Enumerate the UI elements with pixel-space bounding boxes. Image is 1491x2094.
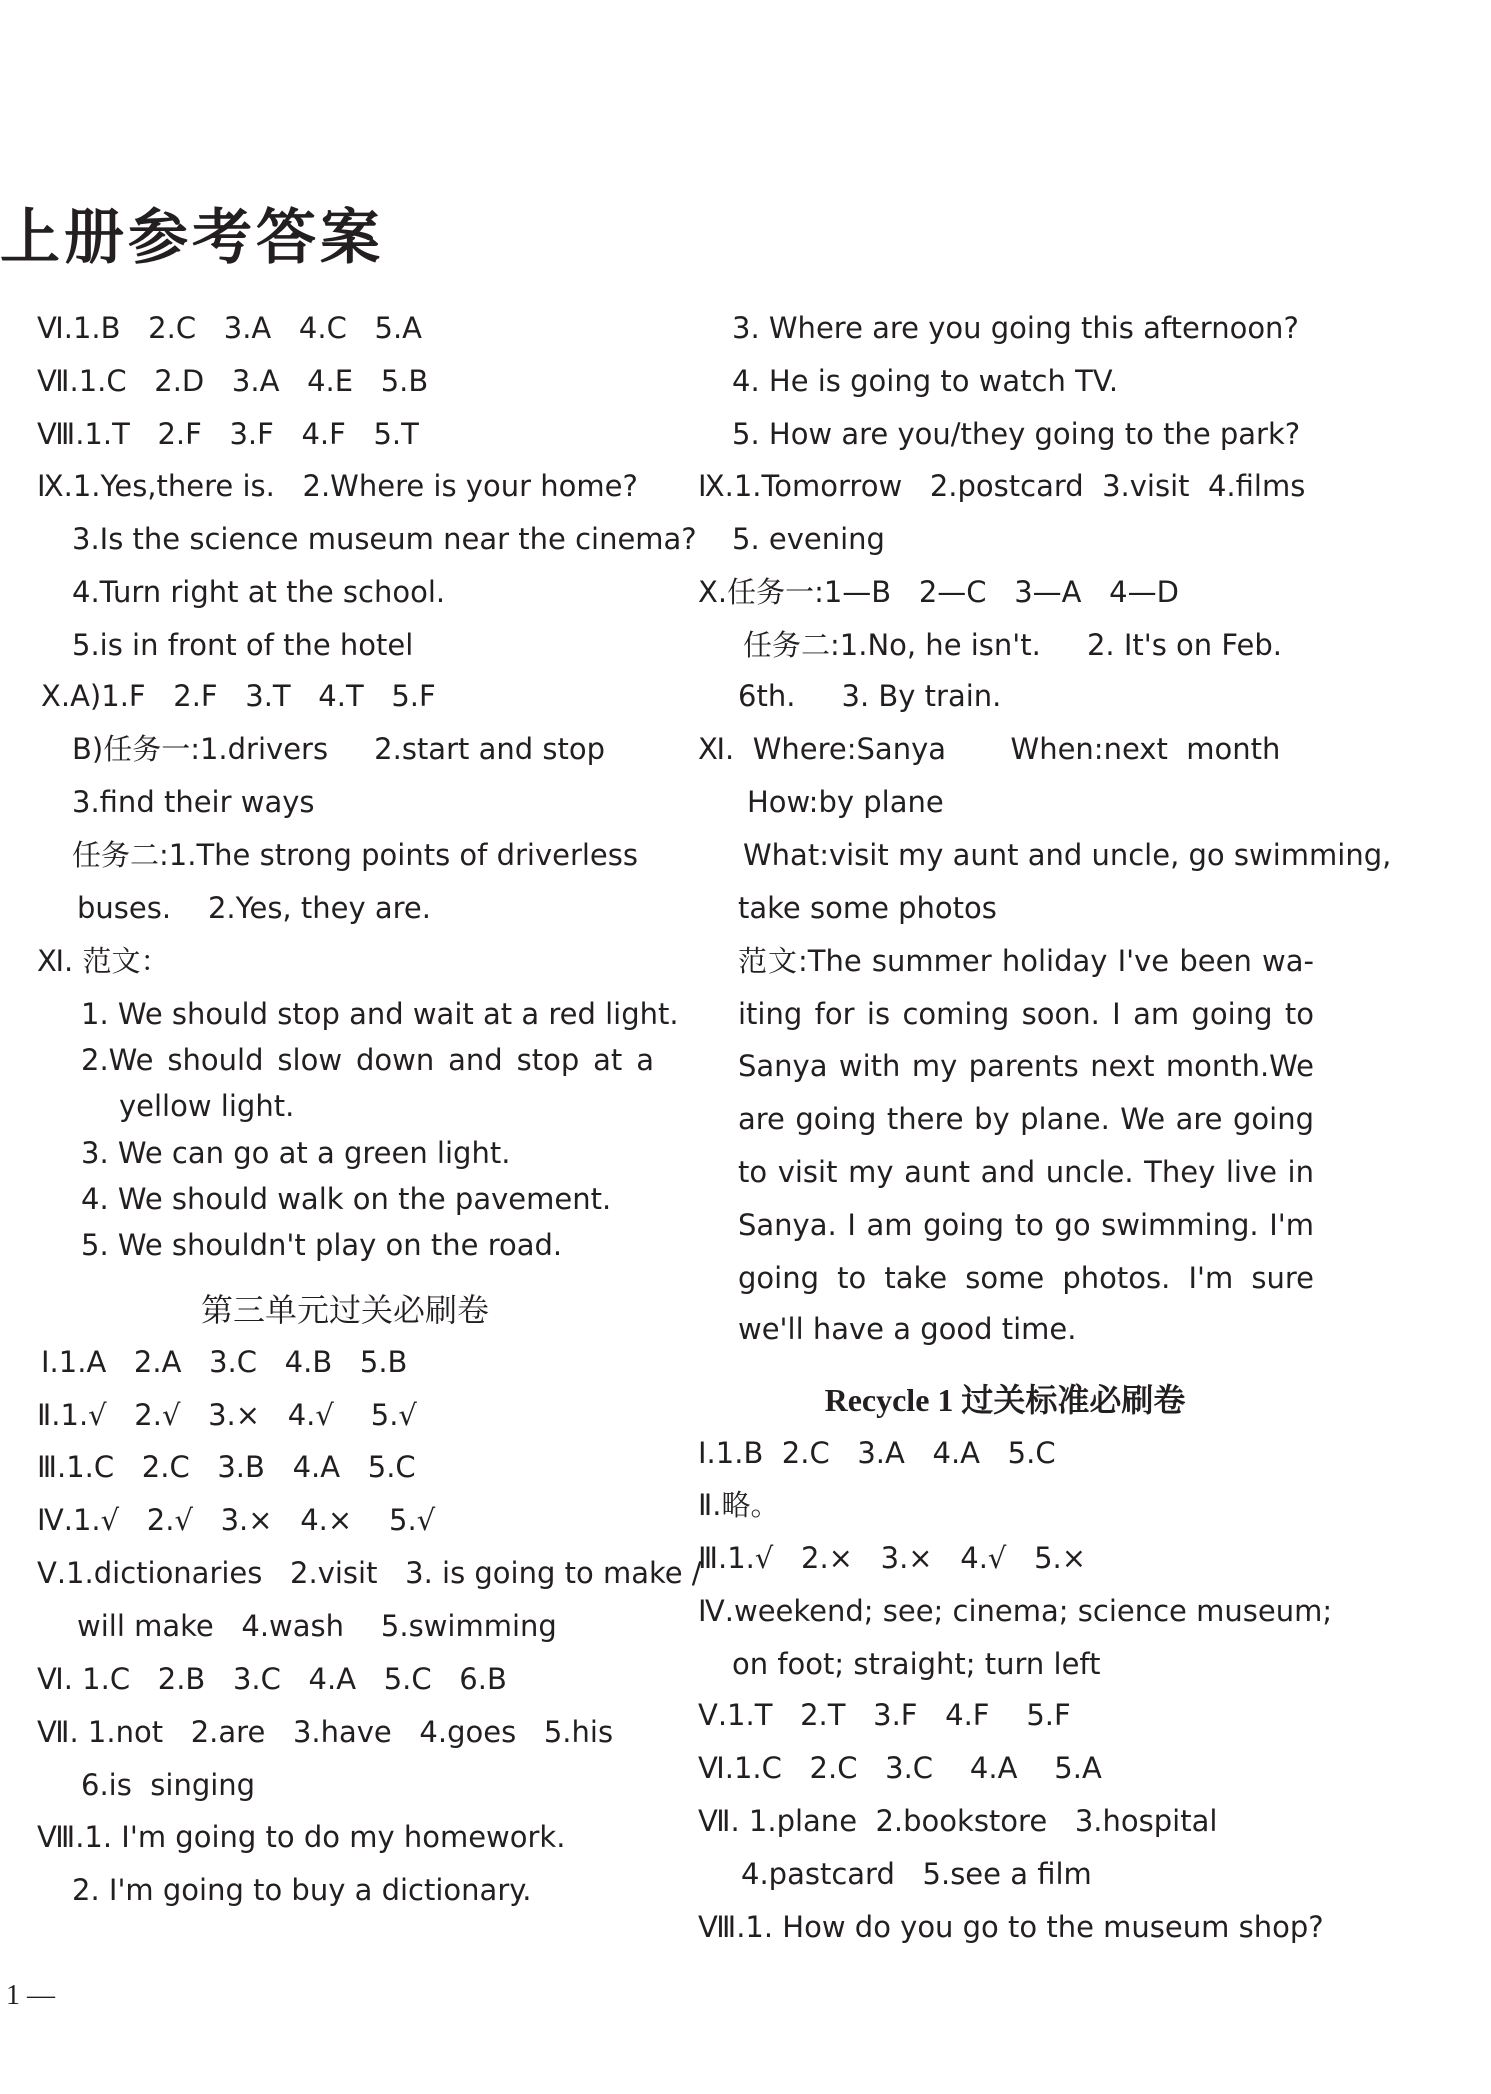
- left-answer-line: 5. We shouldn't play on the road.: [81, 1228, 563, 1262]
- right-answer-line: 4. He is going to watch TV.: [732, 364, 1119, 398]
- right-answer-line: 6th. 3. By train.: [738, 679, 1002, 713]
- right-answer-line: going to take some photos. I'm sure: [738, 1261, 1314, 1295]
- left-answer-line: Ⅵ. 1.C 2.B 3.C 4.A 5.C 6.B: [37, 1662, 507, 1696]
- left-answer-line: yellow light.: [119, 1089, 295, 1123]
- right-answer-line: are going there by plane. We are going: [738, 1102, 1314, 1136]
- left-answer-line: buses. 2.Yes, they are.: [77, 891, 431, 925]
- right-answer-line: Ⅹ.任务一:1—B 2—C 3—A 4—D: [698, 575, 1179, 609]
- left-answer-line: 3.find their ways: [72, 785, 315, 819]
- left-answer-line: Ⅵ.1.B 2.C 3.A 4.C 5.A: [37, 311, 423, 345]
- left-answer-line: Ⅰ.1.A 2.A 3.C 4.B 5.B: [41, 1345, 408, 1379]
- right-answer-line: 5. evening: [732, 522, 885, 556]
- right-answer-line: Ⅵ.1.C 2.C 3.C 4.A 5.A: [698, 1751, 1102, 1785]
- left-answer-line: Ⅶ. 1.not 2.are 3.have 4.goes 5.his: [37, 1715, 614, 1749]
- left-answer-line: 任务二:1.The strong points of driverless: [72, 838, 638, 872]
- right-answer-line: Ⅴ.1.T 2.T 3.F 4.F 5.F: [698, 1698, 1071, 1732]
- right-answer-line: Sanya. I am going to go swimming. I'm: [738, 1208, 1314, 1242]
- right-answer-line: Ⅸ.1.Tomorrow 2.postcard 3.visit 4.films: [698, 469, 1306, 503]
- left-answer-line: Ⅶ.1.C 2.D 3.A 4.E 5.B: [37, 364, 429, 398]
- left-answer-line: Ⅲ.1.C 2.C 3.B 4.A 5.C: [37, 1450, 416, 1484]
- right-answer-line: take some photos: [738, 891, 997, 925]
- left-answer-line: Ⅹ.A)1.F 2.F 3.T 4.T 5.F: [41, 679, 436, 713]
- right-answer-line: Ⅰ.1.B 2.C 3.A 4.A 5.C: [698, 1436, 1056, 1470]
- right-answer-line: How:by plane: [747, 785, 944, 819]
- right-answer-line: Ⅳ.weekend; see; cinema; science museum;: [698, 1594, 1333, 1628]
- unit3-heading: 第三单元过关必刷卷: [200, 1291, 489, 1329]
- left-answer-line: Ⅺ. 范文：: [37, 944, 170, 978]
- page-title: 上册参考答案: [0, 203, 384, 273]
- right-answer-line: on foot; straight; turn left: [732, 1647, 1101, 1681]
- left-answer-line: Ⅱ.1.√ 2.√ 3.× 4.√ 5.√: [37, 1398, 417, 1432]
- right-answer-line: Ⅱ.略。: [698, 1488, 780, 1522]
- left-answer-line: 4. We should walk on the pavement.: [81, 1182, 612, 1216]
- right-answer-line: 3. Where are you going this afternoon?: [732, 311, 1299, 345]
- left-answer-line: 3. We can go at a green light.: [81, 1136, 511, 1170]
- left-answer-line: Ⅸ.1.Yes,there is. 2.Where is your home?: [37, 469, 638, 503]
- left-answer-line: 5.is in front of the hotel: [72, 628, 414, 662]
- left-answer-line: Ⅷ.1.T 2.F 3.F 4.F 5.T: [37, 417, 419, 451]
- right-answer-line: to visit my aunt and uncle. They live in: [738, 1155, 1314, 1189]
- recycle-heading: Recycle 1 过关标准必刷卷: [824, 1382, 1186, 1418]
- left-answer-line: Ⅷ.1. I'm going to do my homework.: [37, 1820, 566, 1854]
- page-number: 1 —: [6, 1980, 55, 2011]
- right-answer-line: 5. How are you/they going to the park?: [732, 417, 1301, 451]
- right-answer-line: we'll have a good time.: [738, 1312, 1077, 1346]
- left-answer-line: 2. I'm going to buy a dictionary.: [72, 1873, 532, 1907]
- right-answer-line: 范文:The summer holiday I've been wa-: [738, 944, 1314, 978]
- right-answer-line: iting for is coming soon. I am going to: [738, 997, 1314, 1031]
- right-answer-line: What:visit my aunt and uncle, go swimming,: [743, 838, 1392, 872]
- left-answer-line: will make 4.wash 5.swimming: [77, 1609, 557, 1643]
- right-answer-line: Ⅺ. Where:Sanya When:next month: [698, 732, 1281, 766]
- left-answer-line: Ⅴ.1.dictionaries 2.visit 3. is going to make /: [37, 1556, 702, 1590]
- right-answer-line: Ⅶ. 1.plane 2.bookstore 3.hospital: [698, 1804, 1218, 1838]
- right-answer-line: 4.pastcard 5.see a film: [741, 1857, 1092, 1891]
- right-answer-line: Ⅷ.1. How do you go to the museum shop?: [698, 1910, 1324, 1944]
- left-answer-line: 1. We should stop and wait at a red light.: [81, 997, 679, 1031]
- right-answer-line: Sanya with my parents next month.We: [738, 1049, 1314, 1083]
- right-answer-line: Ⅲ.1.√ 2.× 3.× 4.√ 5.×: [698, 1541, 1087, 1575]
- left-answer-line: 3.Is the science museum near the cinema?: [72, 522, 697, 556]
- left-answer-line: Ⅳ.1.√ 2.√ 3.× 4.× 5.√: [37, 1503, 436, 1537]
- right-answer-line: 任务二:1.No, he isn't. 2. It's on Feb.: [743, 628, 1282, 662]
- left-answer-line: 4.Turn right at the school.: [72, 575, 446, 609]
- left-answer-line: 2.We should slow down and stop at a: [81, 1043, 654, 1077]
- left-answer-line: 6.is singing: [81, 1768, 256, 1802]
- left-answer-line: B)任务一:1.drivers 2.start and stop: [72, 732, 606, 766]
